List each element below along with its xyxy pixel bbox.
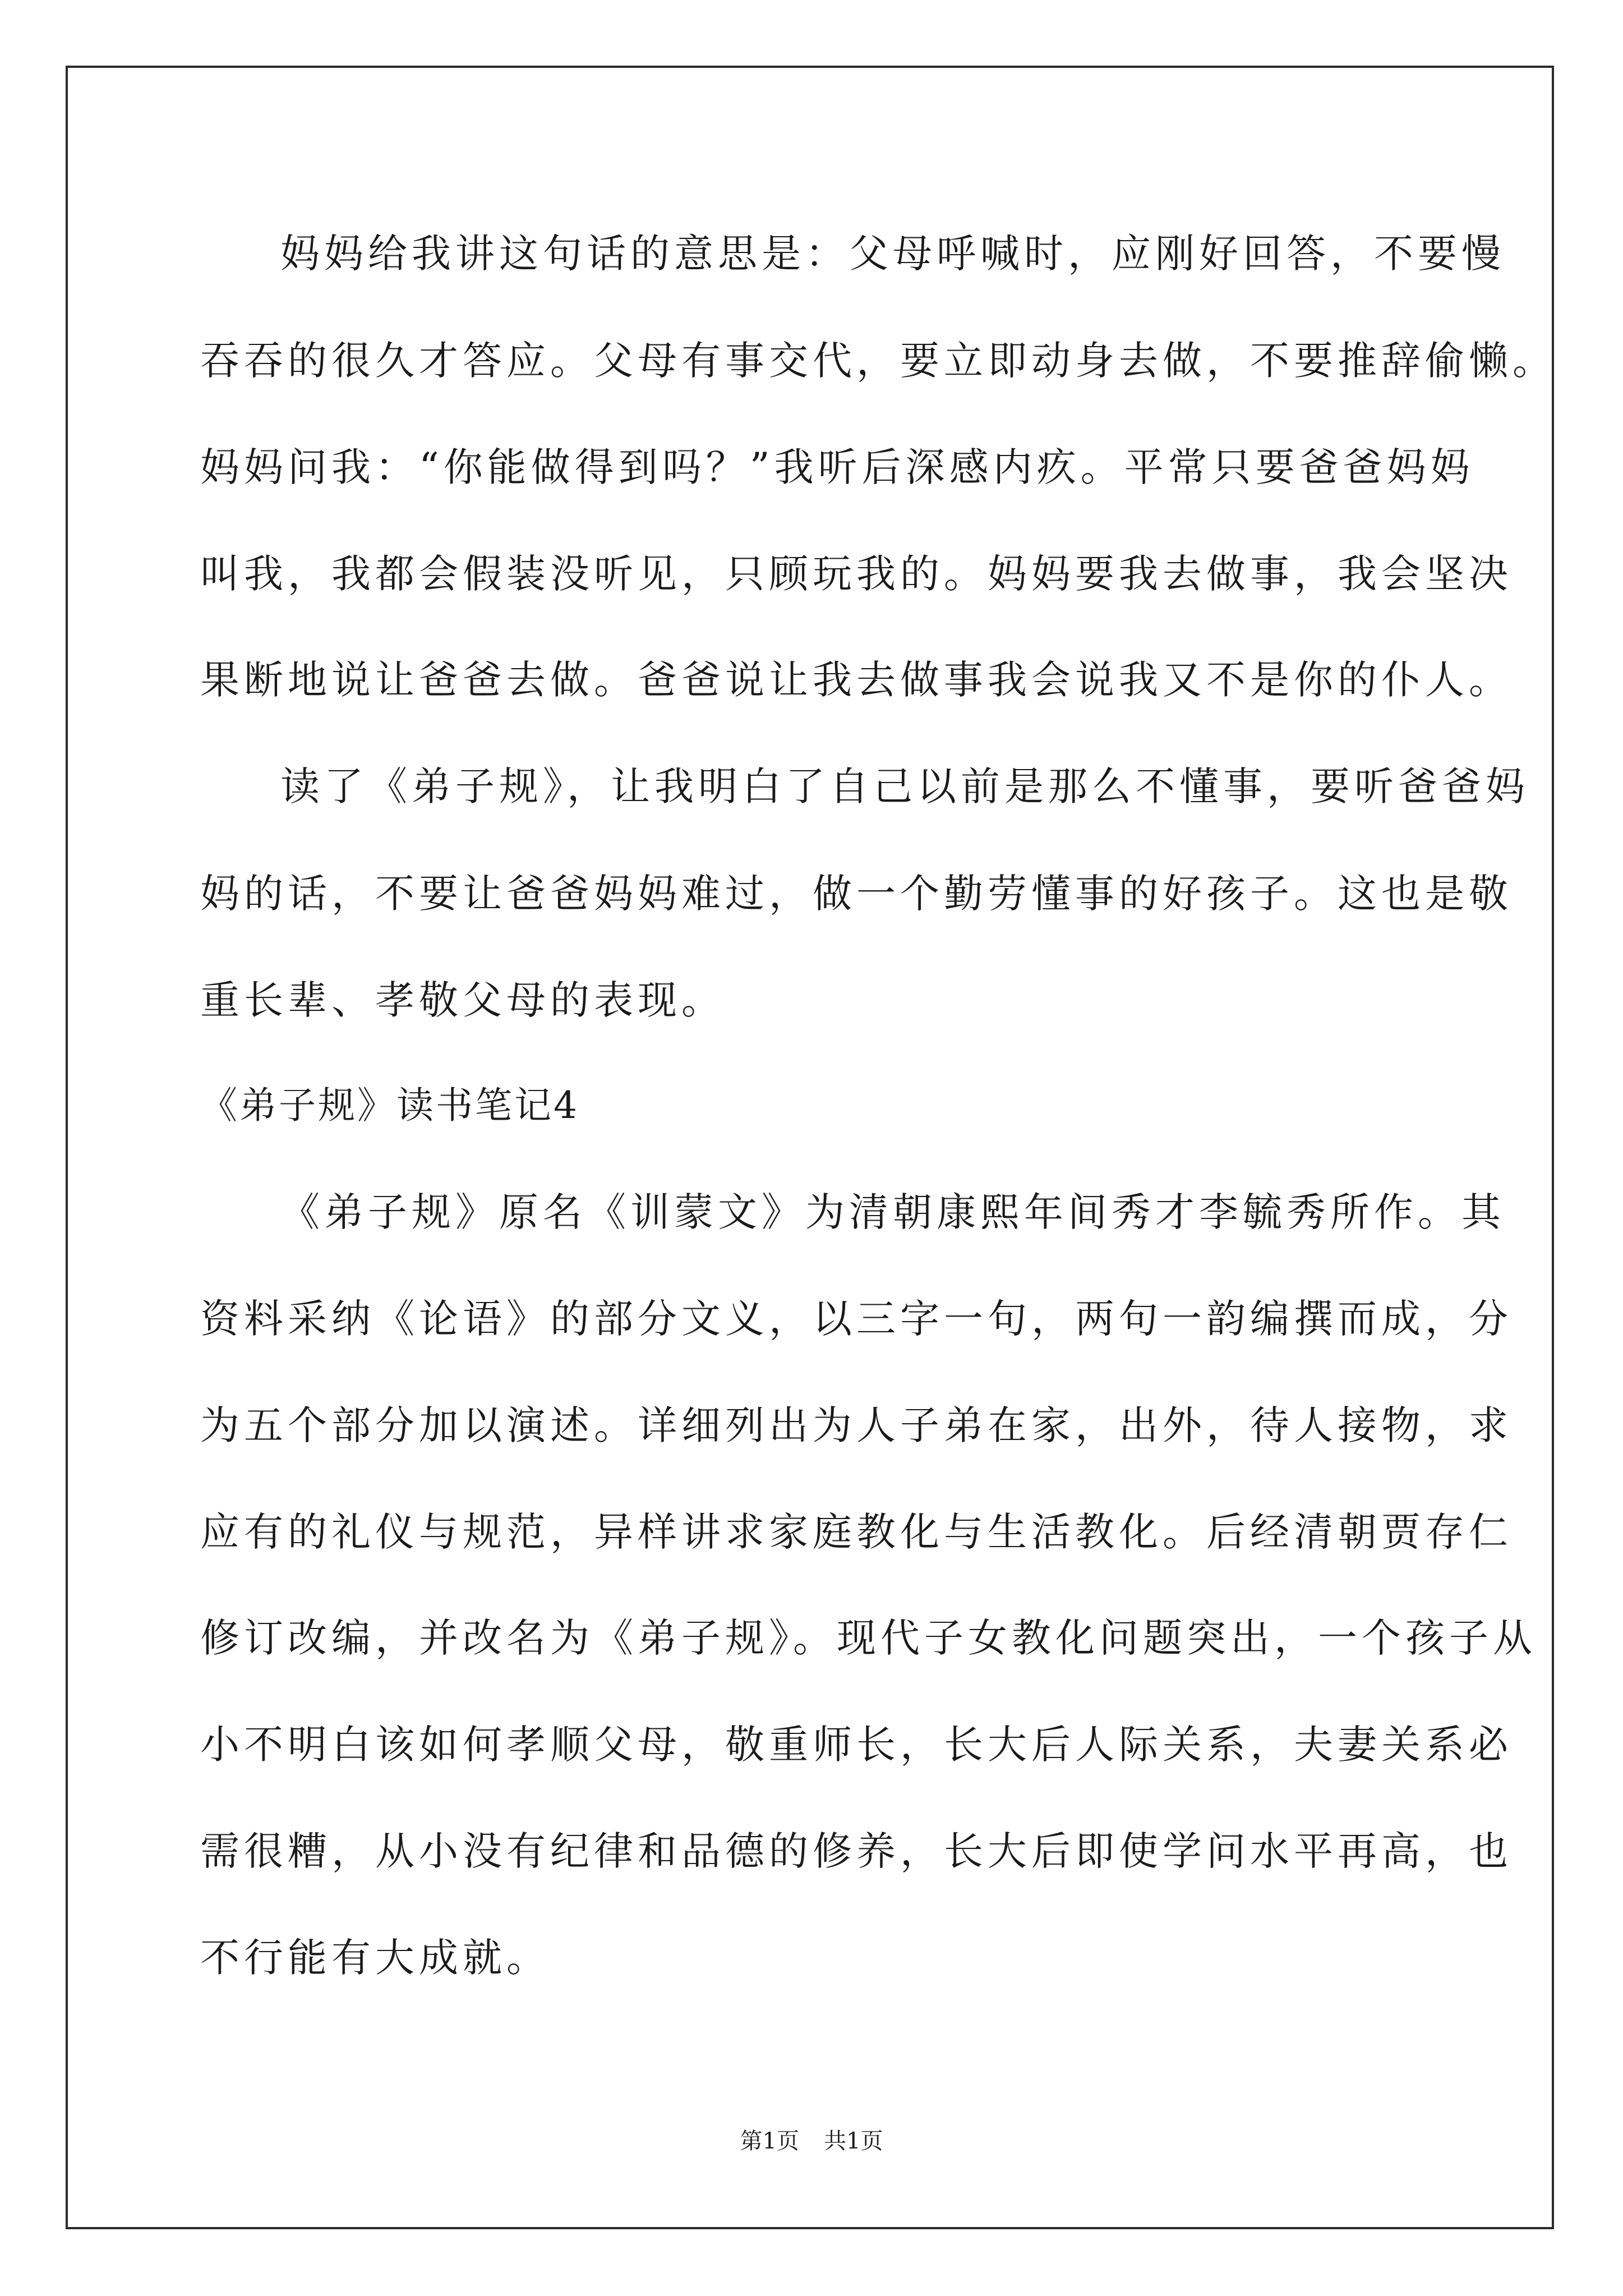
paragraph-3-line-2: 资料采纳《论语》的部分文义，以三字一句，两句一韵编撰而成，分 [200, 1296, 1513, 1342]
paragraph-1-line-2: 吞吞的很久才答应。父母有事交代，要立即动身去做，不要推辞偷懒。 [200, 338, 1556, 384]
paragraph-1-line-5: 果断地说让爸爸去做。爸爸说让我去做事我会说我又不是你的仆人。 [200, 657, 1513, 703]
paragraph-3-line-7: 需很糟，从小没有纪律和品德的修养，长大后即使学问水平再高，也 [200, 1828, 1513, 1874]
paragraph-3-line-5: 修订改编，并改名为《弟子规》。现代子女教化问题突出，一个孩子从 [200, 1615, 1537, 1661]
paragraph-3-line-1: 《弟子规》原名《训蒙文》为清朝康熙年间秀才李毓秀所作。其 [280, 1189, 1505, 1235]
paragraph-1-line-3: 妈妈问我：“你能做得到吗？”我听后深感内疚。平常只要爸爸妈妈 [200, 444, 1474, 490]
page-total: 共1页 [824, 2128, 883, 2154]
page-footer [0, 2124, 1623, 2158]
section-heading: 《弟子规》读书笔记4 [200, 1084, 579, 1127]
paragraph-1-line-1: 妈妈给我讲这句话的意思是：父母呼喊时，应刚好回答，不要慢 [280, 231, 1505, 277]
paragraph-2-line-1: 读了《弟子规》，让我明白了自己以前是那么不懂事，要听爸爸妈 [280, 763, 1529, 809]
page-border [66, 66, 1554, 2229]
paragraph-3-line-4: 应有的礼仪与规范，异样讲求家庭教化与生活教化。后经清朝贾存仁 [200, 1509, 1513, 1555]
paragraph-3-line-6: 小不明白该如何孝顺父母，敬重师长，长大后人际关系，夫妻关系必 [200, 1722, 1513, 1768]
paragraph-2-line-3: 重长辈、孝敬父母的表现。 [200, 977, 725, 1023]
paragraph-3-line-3: 为五个部分加以演述。详细列出为人子弟在家，出外，待人接物，求 [200, 1402, 1513, 1448]
paragraph-2-line-2: 妈的话，不要让爸爸妈妈难过，做一个勤劳懂事的好孩子。这也是敬 [200, 871, 1513, 917]
paragraph-3-line-8: 不行能有大成就。 [200, 1935, 550, 1981]
page-number: 第1页 [740, 2128, 799, 2154]
paragraph-1-line-4: 叫我，我都会假装没听见，只顾玩我的。妈妈要我去做事，我会坚决 [200, 551, 1513, 597]
